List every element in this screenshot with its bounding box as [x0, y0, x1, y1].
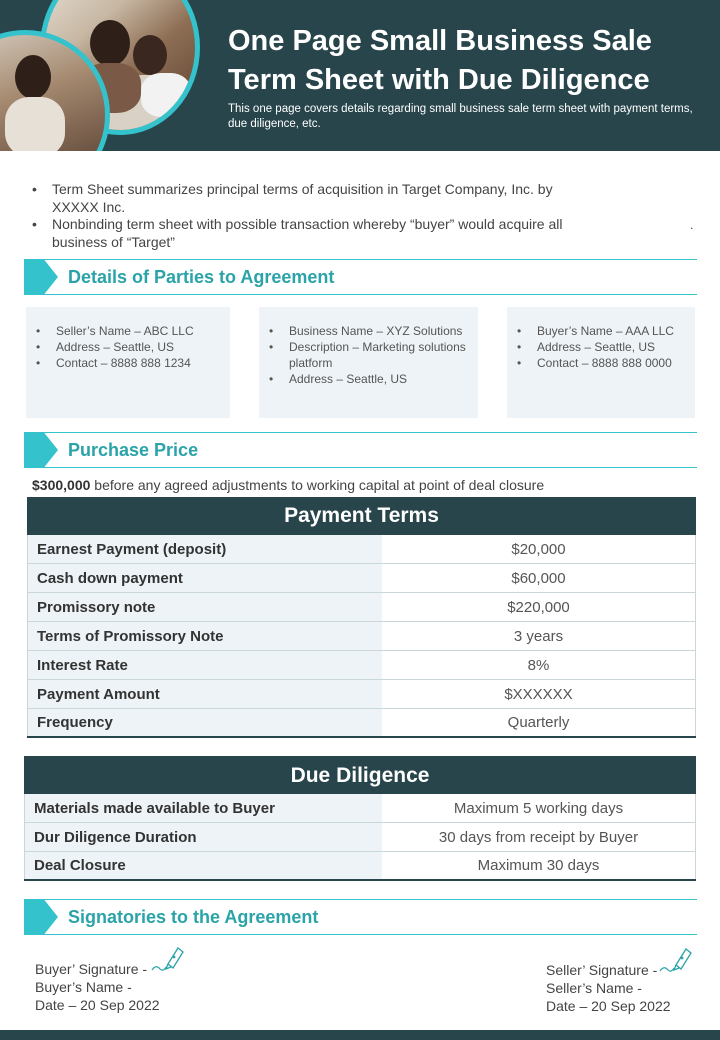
due-diligence-table: [24, 756, 696, 881]
buyer-date-line: Date – 20 Sep 2022: [35, 997, 160, 1013]
seller-details: [26, 307, 230, 418]
row-value: Quarterly: [382, 709, 696, 736]
row-label: Earnest Payment (deposit): [27, 535, 382, 563]
fountain-pen-icon: [150, 942, 186, 974]
row-value: $XXXXXX: [382, 680, 696, 708]
table-row: [27, 564, 696, 593]
buyer-contact: • Contact – 8888 888 0000: [517, 355, 685, 371]
business-details: [259, 307, 478, 418]
table-row: [27, 680, 696, 709]
page-title: One Page Small Business Sale Term Sheet with Due Diligence: [228, 25, 652, 96]
row-label: Dur Diligence Duration: [24, 823, 382, 851]
seller-date-line: Date – 20 Sep 2022: [546, 998, 671, 1014]
section-title: Purchase Price: [68, 440, 199, 460]
row-label: Cash down payment: [27, 564, 382, 592]
row-label: Interest Rate: [27, 651, 382, 679]
seller-signature-line: Seller’ Signature -: [546, 962, 658, 978]
row-value: 8%: [382, 651, 696, 679]
buyer-name: • Buyer’s Name – AAA LLC: [517, 323, 685, 339]
stray-dot: .: [690, 218, 694, 232]
section-signatories: [24, 899, 697, 935]
row-value: 3 years: [382, 622, 696, 650]
chevron-icon: [24, 900, 58, 934]
due-diligence-title: Due Diligence: [24, 756, 696, 794]
buyer-details: [507, 307, 695, 418]
seller-signature-block: [546, 961, 671, 1015]
page-subtitle: This one page covers details regarding small business sale term sheet with payment terms, due diligence, etc.: [228, 103, 693, 130]
table-row: [24, 852, 696, 881]
business-description: • Description – Marketing solutions platform: [269, 339, 468, 371]
row-value: Maximum 5 working days: [382, 794, 696, 822]
seller-address: • Address – Seattle, US: [36, 339, 220, 355]
row-label: Materials made available to Buyer: [24, 794, 382, 822]
row-value: $220,000: [382, 593, 696, 621]
footer-bar: [0, 1030, 720, 1040]
section-parties: [24, 259, 697, 295]
purchase-amount: $300,000: [32, 477, 91, 493]
row-value: Maximum 30 days: [382, 852, 696, 879]
section-purchase-price: [24, 432, 697, 468]
row-value: $20,000: [382, 535, 696, 563]
table-row: [27, 535, 696, 564]
seller-contact: • Contact – 8888 888 1234: [36, 355, 220, 371]
header-photo: [0, 0, 205, 151]
table-row: [27, 593, 696, 622]
table-row: [27, 709, 696, 738]
chevron-icon: [24, 260, 58, 294]
table-row: [27, 622, 696, 651]
section-title: Signatories to the Agreement: [68, 907, 319, 927]
payment-terms-table: [27, 497, 696, 738]
row-label: Frequency: [27, 709, 382, 736]
section-title: Details of Parties to Agreement: [68, 267, 335, 287]
row-label: Terms of Promissory Note: [27, 622, 382, 650]
row-label: Payment Amount: [27, 680, 382, 708]
table-row: [24, 823, 696, 852]
seller-name: • Seller’s Name – ABC LLC: [36, 323, 220, 339]
buyer-signature-line: Buyer’ Signature -: [35, 961, 148, 977]
business-name: • Business Name – XYZ Solutions: [269, 323, 468, 339]
buyer-address: • Address – Seattle, US: [517, 339, 685, 355]
row-label: Deal Closure: [24, 852, 382, 879]
intro-bullet: • Term Sheet summarizes principal terms of acquisition in Target Company, Inc. by XXXXX Inc.: [32, 181, 592, 216]
seller-name-line: Seller’s Name -: [546, 980, 642, 996]
header-banner: [0, 0, 720, 151]
fountain-pen-icon: [658, 943, 694, 975]
chevron-icon: [24, 433, 58, 467]
intro-list: [32, 181, 592, 251]
table-row: [27, 651, 696, 680]
row-value: $60,000: [382, 564, 696, 592]
row-value: 30 days from receipt by Buyer: [382, 823, 696, 851]
payment-terms-title: Payment Terms: [27, 497, 696, 535]
buyer-signature-block: [35, 960, 160, 1014]
purchase-description: before any agreed adjustments to working capital at point of deal closure: [90, 477, 545, 493]
purchase-price-line: [32, 477, 544, 493]
table-row: [24, 794, 696, 823]
intro-bullet: • Nonbinding term sheet with possible transaction whereby “buyer” would acquire all business of “Target”: [32, 216, 592, 251]
buyer-name-line: Buyer’s Name -: [35, 979, 132, 995]
row-label: Promissory note: [27, 593, 382, 621]
business-address: • Address – Seattle, US: [269, 371, 468, 387]
